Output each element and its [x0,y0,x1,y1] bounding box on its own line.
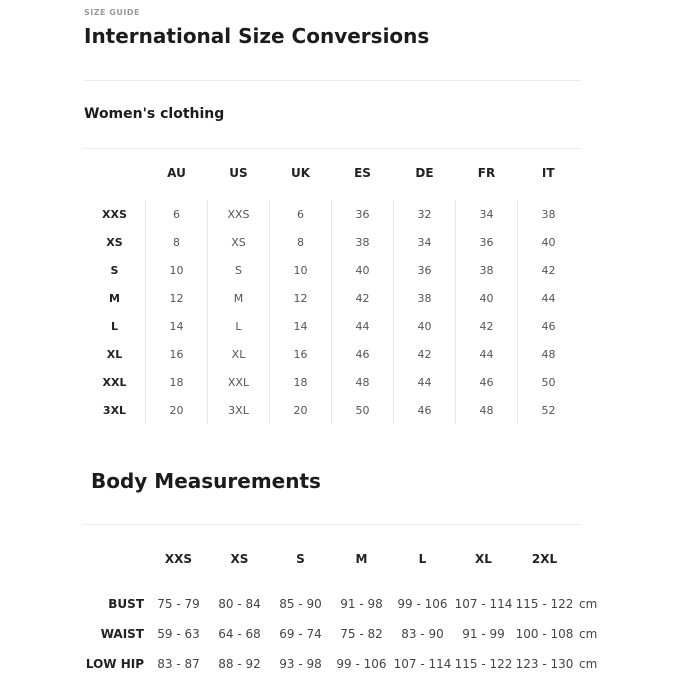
table-cell: 20 [146,396,208,424]
table-cell: 75 - 82 [340,627,383,641]
table-cell: S [208,256,270,284]
table-cell: 40 [332,256,394,284]
column-header: UK [290,166,311,180]
table-row [84,200,579,228]
table-cell: 93 - 98 [279,657,322,671]
table-row [84,340,579,368]
table-cell: M [208,284,270,312]
table-cell: 34 [456,200,518,228]
unit-label: cm [579,627,598,641]
table-cell: 115 - 122 [515,597,574,611]
size-conversion-table [84,158,579,424]
row-measurement-label: LOW HIP [85,657,144,671]
table-cell: L [208,312,270,340]
table-row [84,284,579,312]
table-cell: 38 [394,284,456,312]
table-cell: 40 [518,228,580,256]
column-header: IT [541,166,555,180]
table-cell: 83 - 87 [157,657,200,671]
body-measurements-table [84,545,605,679]
column-header: M [355,552,368,566]
table-cell: 50 [332,396,394,424]
column-header: XL [475,552,492,566]
table-cell: 16 [270,340,332,368]
table-cell: 16 [146,340,208,368]
table-cell: 20 [270,396,332,424]
column-header: DE [415,166,434,180]
table-cell: 88 - 92 [218,657,261,671]
table-cell: 36 [332,200,394,228]
table-cell: XL [208,340,270,368]
table-row [84,396,579,424]
table-row [84,619,605,649]
eyebrow-label: SIZE GUIDE [84,8,140,17]
table-cell: 80 - 84 [218,597,261,611]
table-cell: 38 [456,256,518,284]
table-cell: 18 [270,368,332,396]
table-cell: 44 [518,284,580,312]
row-size-label: XXS [102,207,127,221]
section-heading-womens: Women's clothing [84,106,225,122]
table-cell: 48 [332,368,394,396]
table-cell: 12 [146,284,208,312]
row-measurement-label: BUST [108,597,144,611]
table-cell: 46 [518,312,580,340]
table-cell: 85 - 90 [279,597,322,611]
unit-label: cm [579,597,598,611]
table-cell: 83 - 90 [401,627,444,641]
table-cell: 59 - 63 [157,627,200,641]
row-size-label: M [109,291,120,305]
table-cell: 14 [270,312,332,340]
row-size-label: XL [106,347,123,361]
table-cell: 107 - 114 [393,657,452,671]
corner-cell [84,158,146,188]
table-cell: 14 [146,312,208,340]
column-header: FR [477,166,496,180]
table-cell: 99 - 106 [336,657,387,671]
column-header: L [418,552,427,566]
table-cell: 50 [518,368,580,396]
unit-label: cm [579,657,598,671]
row-size-label: 3XL [102,403,127,417]
table-cell: 6 [270,200,332,228]
table-cell: 36 [394,256,456,284]
divider [84,148,581,149]
table-cell: 38 [518,200,580,228]
table-cell: 91 - 99 [462,627,505,641]
table-cell: 107 - 114 [454,597,513,611]
column-header: XXS [164,552,193,566]
table-cell: 42 [456,312,518,340]
corner-cell [84,545,148,573]
table-cell: 6 [146,200,208,228]
table-row [84,228,579,256]
row-size-label: XXL [102,375,127,389]
table-cell: 48 [456,396,518,424]
column-header: S [296,552,305,566]
table-cell: 100 - 108 [515,627,574,641]
table-row [84,368,579,396]
table-cell: 75 - 79 [157,597,200,611]
table-cell: 44 [394,368,456,396]
table-cell: 42 [394,340,456,368]
table-cell: 46 [456,368,518,396]
table-cell: 48 [518,340,580,368]
table-cell: 99 - 106 [397,597,448,611]
table-cell: 64 - 68 [218,627,261,641]
row-measurement-label: WAIST [100,627,144,641]
divider [84,524,581,525]
row-size-label: S [110,263,119,277]
table-cell: 18 [146,368,208,396]
table-cell: 44 [456,340,518,368]
table-cell: 46 [394,396,456,424]
table-cell: XXL [208,368,270,396]
section-heading-body: Body Measurements [91,469,321,493]
table-cell: 40 [456,284,518,312]
table-cell: XXS [208,200,270,228]
column-header: ES [354,166,371,180]
table-cell: 38 [332,228,394,256]
table-cell: 42 [518,256,580,284]
table-row [84,256,579,284]
table-cell: 36 [456,228,518,256]
table-cell: 12 [270,284,332,312]
table-cell: 91 - 98 [340,597,383,611]
page-title: International Size Conversions [84,24,430,48]
table-cell: 34 [394,228,456,256]
column-header: AU [167,166,186,180]
table-row [84,649,605,679]
table-row [84,589,605,619]
table-cell: XS [208,228,270,256]
table-cell: 115 - 122 [454,657,513,671]
column-header: 2XL [531,552,558,566]
table-cell: 123 - 130 [515,657,574,671]
table-cell: 52 [518,396,580,424]
table-cell: 32 [394,200,456,228]
table-cell: 10 [146,256,208,284]
table-cell: 69 - 74 [279,627,322,641]
table-cell: 44 [332,312,394,340]
unit-header [575,545,605,573]
row-size-label: XS [106,235,123,249]
table-row [84,312,579,340]
table-cell: 8 [270,228,332,256]
table-cell: 8 [146,228,208,256]
table-cell: 42 [332,284,394,312]
column-header: XS [230,552,249,566]
column-header: US [229,166,248,180]
table-cell: 46 [332,340,394,368]
table-cell: 10 [270,256,332,284]
divider [84,80,581,81]
table-cell: 40 [394,312,456,340]
table-cell: 3XL [208,396,270,424]
row-size-label: L [110,319,118,333]
